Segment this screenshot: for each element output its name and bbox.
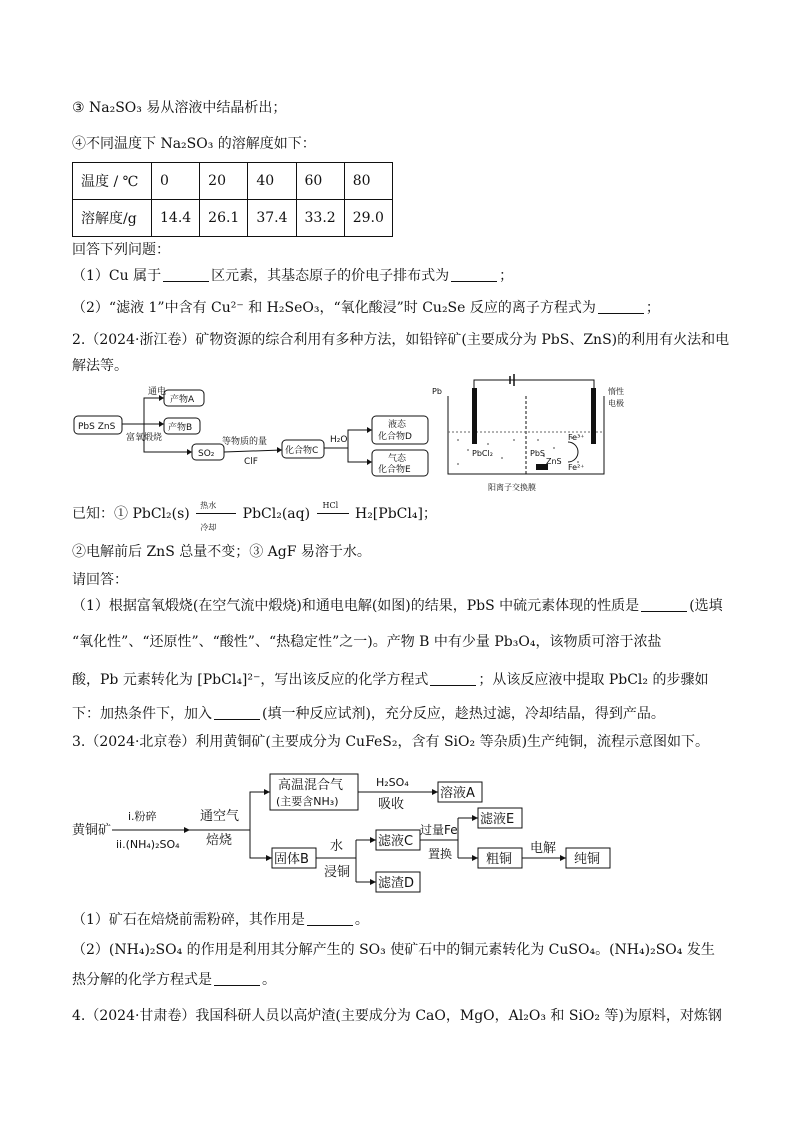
p2-q1-line-2: “氧化性”、“还原性”、“酸性”、“热稳定性”之一)。产物 B 中有少量 Pb₃O₄，该物质可溶于浓盐: [72, 634, 662, 650]
flow-label-gas-e-1: 气态: [388, 454, 407, 464]
flow-leach: 浸铜: [324, 865, 351, 880]
q2-text-b: ；: [645, 300, 660, 316]
inert-electrode: [591, 388, 596, 444]
q1-text-c: ；: [499, 268, 514, 284]
flow-label-liquid-d-2: 化合物D: [378, 432, 412, 442]
arrow2-top-label: HCl: [322, 501, 339, 510]
table-cell: 29.0: [344, 200, 392, 237]
table-cell: 60: [296, 163, 344, 200]
flow-gas-1: 高温混合气: [278, 778, 344, 793]
p3-q1: [72, 910, 369, 930]
flow-gas-2: (主要含NH₃): [276, 795, 339, 808]
p2-known-2: ②电解前后 ZnS 总量不变；③ AgF 易溶于水。: [72, 544, 371, 560]
flow-label-fuyang: 富氧煅烧: [126, 433, 163, 443]
item-4: ④不同温度下 Na₂SO₃ 的溶解度如下：: [72, 136, 316, 152]
flow-crude-cu: 粗铜: [486, 852, 513, 867]
q1-l3-end: ；从该反应液中提取 PbCl₂ 的步骤如: [478, 672, 709, 688]
p2-q1-line-1: [72, 596, 723, 616]
flow-label-h2o: H₂O: [330, 435, 348, 445]
q1-l3-text: 酸，Pb 元素转化为 [PbCl₄]²⁻，写出该反应的化学方程式: [72, 672, 429, 688]
flow-label-liquid-d-1: 液态: [388, 420, 407, 430]
label-inert-1: 惰性: [608, 387, 624, 396]
flow-filtrate-e: 滤液E: [480, 812, 515, 827]
q1-text-a: （1）Cu 属于: [72, 268, 162, 284]
answer-blank: [307, 911, 353, 926]
flow-air-1: 通空气: [200, 809, 240, 824]
reversible-arrow: [194, 501, 238, 532]
p3-q1-end: 。: [354, 912, 369, 928]
q1-l4-text: 下：加热条件下，加入: [72, 706, 212, 722]
p3-q2-line-1: （2）(NH₄)₂SO₄ 的作用是利用其分解产生的 SO₃ 使矿石中的铜元素转化为 CuSO₄。(NH₄)₂SO₄ 发生: [72, 942, 715, 958]
p2-q1-line-3: [72, 670, 708, 690]
label-pbs: PbS: [530, 449, 545, 458]
q1-l1-text: （1）根据富氧煅烧(在空气流中煅烧)和通电电解(如图)的结果，PbS 中硫元素体现的性质是: [72, 598, 640, 614]
table-cell: 0: [152, 163, 200, 200]
table-cell: 26.1: [200, 200, 248, 237]
q1-l4-end: (填一种反应试剂)，充分反应，趁热过滤，冷却结晶，得到产品。: [262, 706, 665, 722]
table-cell: 40: [248, 163, 296, 200]
arrow-bottom-label: 冷却: [200, 523, 217, 532]
p3-q2-end: 。: [262, 972, 276, 988]
answer-prompt: 回答下列问题：: [72, 242, 170, 258]
item-3: ③ Na₂SO₃ 易从溶液中结晶析出；: [72, 100, 287, 116]
p2-q1-line-4: [72, 704, 665, 724]
wire: [474, 380, 594, 388]
q2-text-a: （2）“滤液 1”中含有 Cu²⁻ 和 H₂SeO₃，“氧化酸浸”时 Cu₂Se 反应的离子方程式为: [72, 300, 596, 316]
answer-blank: [430, 671, 476, 686]
p2-flowchart: [72, 382, 432, 478]
p1-question-2: [72, 298, 660, 318]
flow-h2so4: H₂SO₄: [376, 776, 409, 789]
p4-title: 4.（2024·甘肃卷）我国科研人员以高炉渣(主要成分为 CaO，MgO，Al₂O₃ 和 SiO₂ 等)为原料，对炼钢: [72, 1008, 722, 1024]
q1-l1-end: (选填: [689, 598, 723, 614]
flow-excess-fe: 过量Fe: [420, 823, 458, 837]
table-cell: 37.4: [248, 200, 296, 237]
flow-start-label: PbS ZnS: [78, 422, 116, 432]
p2-known-1: [72, 501, 437, 532]
label-pb: Pb: [432, 387, 442, 396]
flow-solid-b: 固体B: [274, 852, 309, 867]
flow-electrolysis: 电解: [530, 841, 557, 856]
answer-blank: [214, 705, 260, 720]
p1-question-1: [72, 266, 513, 286]
flow-label-so2: SO₂: [198, 449, 215, 459]
known-part-c: H₂[PbCl₄]；: [354, 506, 437, 522]
q1-text-b: 区元素，其基态原子的价电子排布式为: [211, 268, 450, 284]
flow-residue-d: 滤渣D: [378, 876, 415, 891]
electrolysis-cell-diagram: [428, 374, 640, 496]
flow-step-i: i.粉碎: [128, 810, 157, 823]
label-zns: ZnS: [546, 457, 562, 466]
p3-q2-text: 热分解的化学方程式是: [72, 972, 212, 988]
table-row: [73, 163, 393, 200]
answer-blank: [641, 597, 687, 612]
solubility-table: [72, 162, 393, 237]
table-cell: 80: [344, 163, 392, 200]
p2-title-line-1: 2.（2024·浙江卷）矿物资源的综合利用有多种方法，如铅锌矿(主要成分为 PbS、ZnS)的利用有火法和电: [72, 332, 730, 348]
known-part-b: PbCl₂(aq): [242, 506, 311, 522]
answer-blank: [451, 267, 497, 282]
label-membrane: 阳离子交换膜: [488, 483, 536, 492]
flow-water: 水: [330, 839, 344, 854]
label-inert-2: 电极: [608, 399, 624, 408]
flow-label-product-b: 产物B: [168, 423, 193, 433]
answer-blank: [598, 299, 644, 314]
known-part-a: 已知：① PbCl₂(s): [72, 506, 190, 522]
p3-q2-line-2: [72, 970, 276, 990]
table-cell: 20: [200, 163, 248, 200]
flow-label-tongdian: 通电: [148, 387, 167, 397]
p3-flowchart: [72, 772, 632, 898]
flow-absorb: 吸收: [378, 797, 405, 812]
label-fe2: Fe²⁺: [568, 463, 585, 472]
flow-sol-a: 溶液A: [440, 786, 475, 801]
flow-filtrate-c: 滤液C: [378, 834, 414, 849]
flow-air-2: 焙烧: [206, 833, 233, 848]
flow-label-cif: ClF: [244, 457, 258, 467]
flow-label-equal: 等物质的量: [222, 437, 268, 447]
p3-q1-text: （1）矿石在焙烧前需粉碎，其作用是: [72, 912, 305, 928]
reversible-arrow-2: [315, 501, 351, 524]
flow-ore: 黄铜矿: [72, 823, 112, 838]
flow-replace: 置换: [428, 847, 453, 861]
table-row-label: 溶解度/g: [73, 200, 152, 237]
p2-title-line-2: 解法等。: [72, 358, 128, 374]
flow-pure-cu: 纯铜: [574, 852, 601, 867]
arrow-top-label: 热水: [200, 501, 217, 510]
label-pbcl2: PbCl₂: [472, 449, 493, 458]
please-answer: 请回答：: [72, 572, 128, 588]
table-cell: 14.4: [152, 200, 200, 237]
flow-step-ii: ii.(NH₄)₂SO₄: [116, 838, 180, 851]
answer-blank: [214, 971, 260, 986]
flow-label-gas-e-2: 化合物E: [378, 465, 411, 475]
table-cell: 33.2: [296, 200, 344, 237]
table-row-label: 温度 / ℃: [73, 163, 152, 200]
p3-title: 3.（2024·北京卷）利用黄铜矿(主要成分为 CuFeS₂，含有 SiO₂ 等杂质)生产纯铜，流程示意图如下。: [72, 734, 710, 750]
pb-electrode: [472, 388, 477, 444]
flow-label-compound-c: 化合物C: [285, 446, 319, 456]
table-row: [73, 200, 393, 237]
flow-label-product-a: 产物A: [170, 395, 195, 405]
answer-blank: [163, 267, 209, 282]
label-fe3: Fe³⁺: [568, 433, 585, 442]
